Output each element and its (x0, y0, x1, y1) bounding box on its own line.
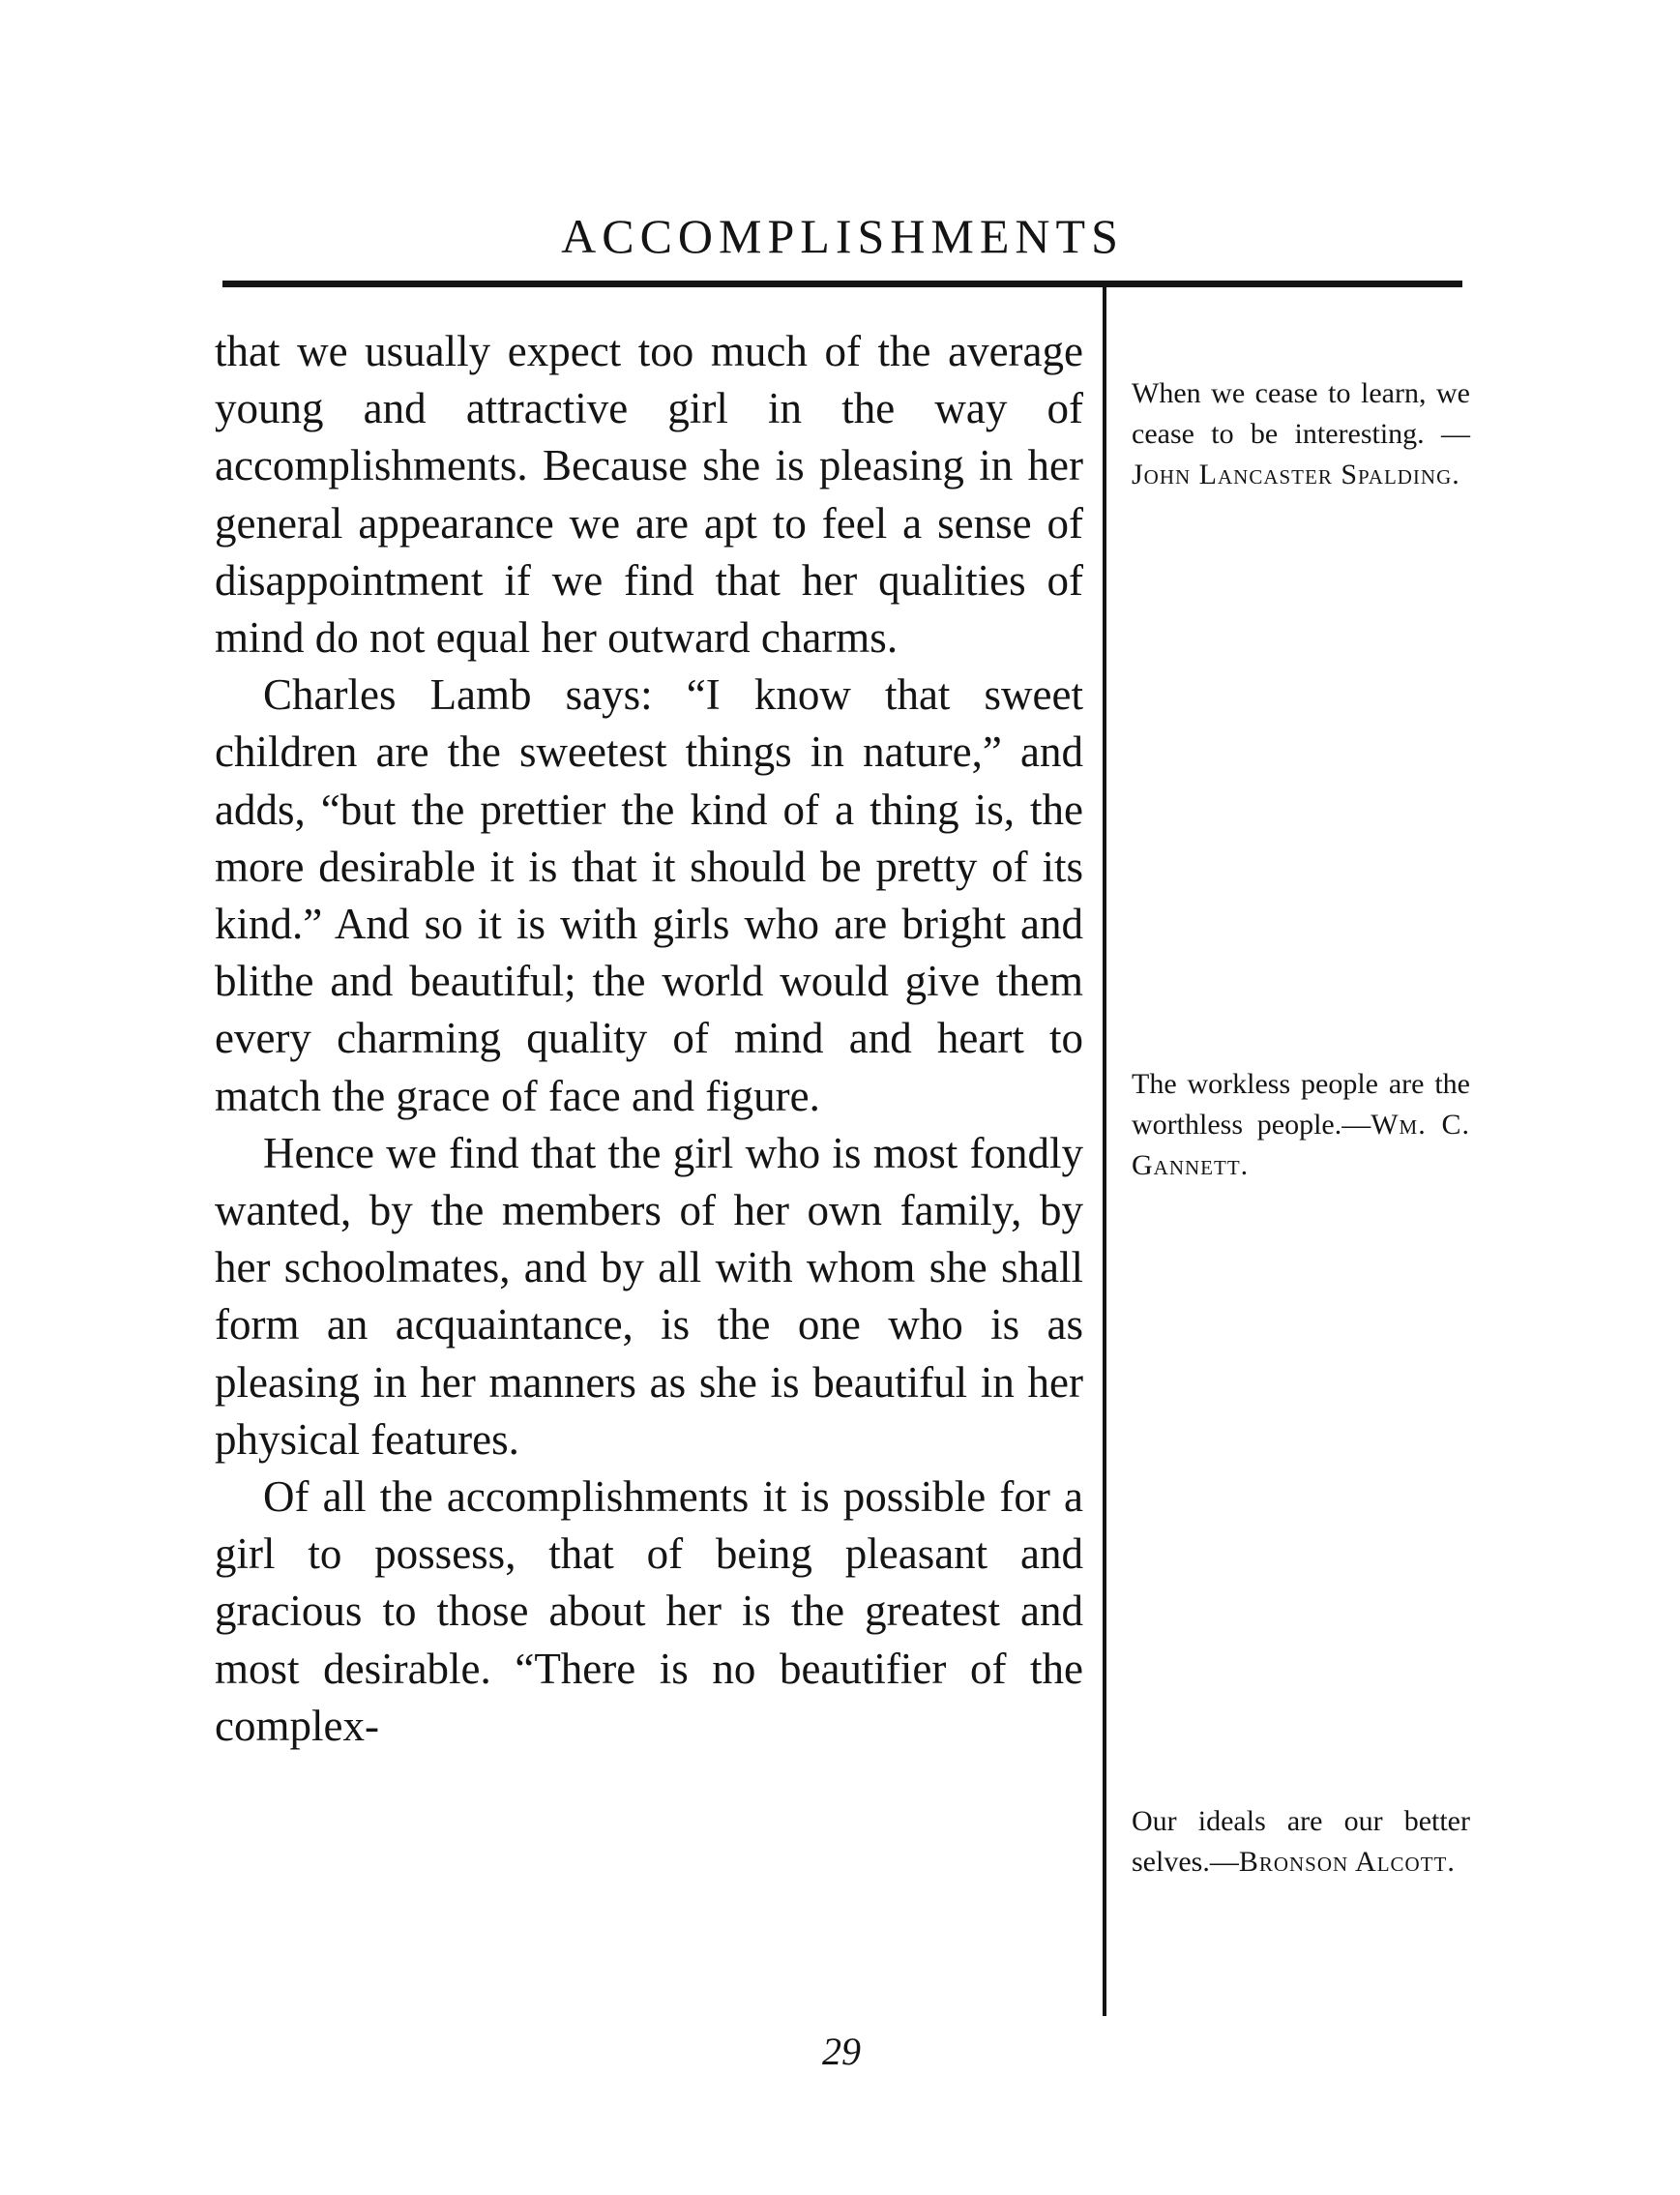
page-number: 29 (822, 2030, 861, 2073)
body-paragraph-2: Charles Lamb says: “I know that sweet children are the sweetest things in nature,” and adds, “but the prettier the kind of a thing is, the more desirable it is that it should be pretty of its kind.” And so it is with girls who are bright and blithe and beautiful; the world would give them every charming quality of mind and heart to match the grace of face and figure. (215, 670, 1083, 1120)
margin-quote-2-text: The workless people are the worthless people.— (1132, 1068, 1470, 1141)
margin-quote-3-author: Bronson Alcott. (1238, 1846, 1456, 1878)
margin-quote-2 (1132, 1064, 1470, 1186)
running-title: ACCOMPLISHMENTS (561, 209, 1124, 263)
margin-quote-2-author: Wm. C. Gannett. (1132, 1109, 1470, 1181)
body-paragraph-4: Of all the accomplishments it is possible for a girl to possess, that of being pleasant and gracious to those about her is the greatest and most desirable. “There is no beautifier of the complex- (215, 1472, 1083, 1750)
column-divider-rule (1103, 284, 1106, 2016)
margin-quote-3-text: Our ideals are our better selves.— (1132, 1805, 1470, 1878)
body-paragraph-3: Hence we find that the girl who is most fondly wanted, by the members of her own family, by her schoolmates, and by all with whom she shall form an acquaintance, is the one who is as pleasing in her manners as she is beautiful in her physical features. (215, 1128, 1083, 1464)
margin-quote-1-author: John Lancaster Spalding. (1132, 459, 1460, 490)
margin-quote-3 (1132, 1801, 1470, 1883)
header-rule (222, 281, 1462, 287)
margin-quote-1-text: When we cease to learn, we cease to be interesting. — (1132, 377, 1470, 450)
body-paragraph-1: that we usually expect too much of the average young and attractive girl in the way of accomplishments. Because she is pleasing in her general appearance we are apt to feel a sense of disappointment if we find that her qualities of mind do not equal her outward charms. (215, 327, 1083, 663)
main-text-column (215, 323, 1083, 1755)
margin-quote-1 (1132, 373, 1470, 495)
